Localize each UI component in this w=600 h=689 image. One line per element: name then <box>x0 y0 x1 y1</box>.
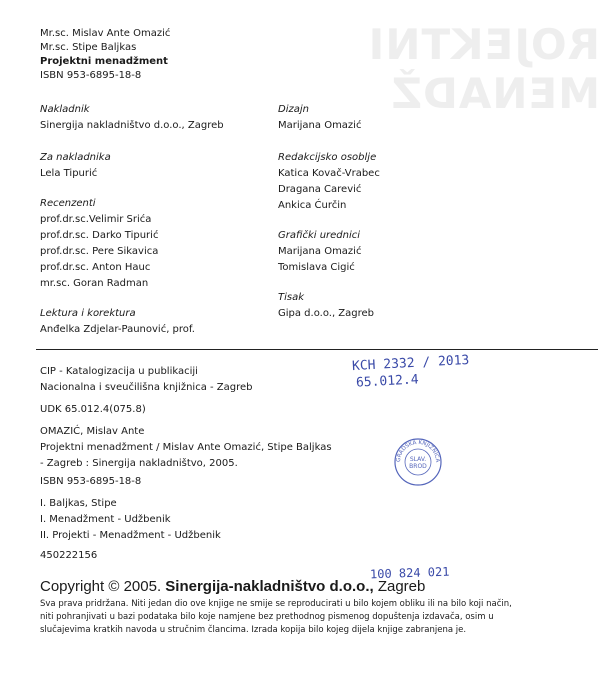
copyright-city: Zagreb <box>373 578 426 595</box>
design-label: Dizajn <box>278 104 309 115</box>
print-label: Tisak <box>278 292 305 303</box>
section-divider <box>36 349 598 350</box>
cip-description-1: Projektni menadžment / Mislav Ante Omazić, Stipe Baljkas <box>40 442 332 453</box>
cip-author: OMAZIĆ, Mislav Ante <box>40 426 145 437</box>
cip-number: 450222156 <box>40 550 98 561</box>
rights-line: niti pohranjivati u bazi podataka bilo koje namjene bez prethodnog pismenog dopuštenja izdavača, osim u <box>40 612 494 622</box>
stamp-center-line-2: BROD <box>409 463 427 470</box>
publisher-label: Nakladnik <box>40 104 90 115</box>
copyright-line <box>40 578 425 596</box>
reviewer: prof.dr.sc.Velimir Srića <box>40 214 152 225</box>
cip-line-1: CIP - Katalogizacija u publikaciji <box>40 366 198 377</box>
library-stamp <box>393 437 443 487</box>
reviewer: prof.dr.sc. Darko Tipurić <box>40 230 159 241</box>
editorial-member: Dragana Carević <box>278 184 362 195</box>
stamp-ring-text: GRADSKA KNJIŽNICA <box>395 439 441 463</box>
header-isbn: ISBN 953-6895-18-8 <box>40 70 142 81</box>
reviewer: mr.sc. Goran Radman <box>40 278 149 289</box>
cip-description-2: - Zagreb : Sinergija nakladništvo, 2005. <box>40 458 238 469</box>
cip-line-2: Nacionalna i sveučilišna knjižnica - Zagreb <box>40 382 253 393</box>
editorial-member: Katica Kovač-Vrabec <box>278 168 380 179</box>
book-title: Projektni menadžment <box>40 56 168 67</box>
rights-line: slučajevima kratkih navoda u stručnim člancima. Izrada kopija bilo kojeg dijela knjige zabranjena je. <box>40 625 467 635</box>
design: Marijana Omazić <box>278 120 362 131</box>
publisher: Sinergija nakladništvo d.o.o., Zagreb <box>40 120 224 131</box>
cip-subject: I. Baljkas, Stipe <box>40 498 117 509</box>
author-1: Mr.sc. Mislav Ante Omazić <box>40 28 171 39</box>
handwritten-inventory-number: 100 824 021 <box>369 564 450 582</box>
handwritten-classification: 65.012.4 <box>355 372 419 391</box>
graphic-editor: Tomislava Cigić <box>278 262 355 273</box>
proofreading: Anđelka Zdjelar-Paunović, prof. <box>40 324 195 335</box>
cip-udk: UDK 65.012.4(075.8) <box>40 404 146 415</box>
reviewer: prof.dr.sc. Anton Hauc <box>40 262 151 273</box>
cip-isbn: ISBN 953-6895-18-8 <box>40 476 142 487</box>
editorial-label: Redakcijsko osoblje <box>278 152 377 163</box>
reviewer: prof.dr.sc. Pere Sikavica <box>40 246 159 257</box>
graphic-editor: Marijana Omazić <box>278 246 362 257</box>
cip-subject: I. Menadžment - Udžbenik <box>40 514 171 525</box>
for-publisher: Lela Tipurić <box>40 168 98 179</box>
reviewers-label: Recenzenti <box>40 198 96 209</box>
rights-line: Sva prava pridržana. Niti jedan dio ove knjige ne smije se reproducirati u bilo kojem obliku ili na bilo koji način, <box>40 599 512 609</box>
graphic-label: Grafički urednici <box>278 230 361 241</box>
copyright-prefix: Copyright © 2005. <box>40 578 166 595</box>
proofreading-label: Lektura i korektura <box>40 308 136 319</box>
for-publisher-label: Za nakladnika <box>40 152 111 163</box>
stamp-center-line-1: SLAV. <box>409 456 427 463</box>
copyright-publisher: Sinergija-nakladništvo d.o.o., <box>165 578 374 595</box>
rights-notice <box>40 598 560 637</box>
handwritten-call-number: KCH 2332 / 2013 <box>351 352 470 375</box>
editorial-member: Ankica Ćurčin <box>278 200 347 211</box>
printer: Gipa d.o.o., Zagreb <box>278 308 375 319</box>
author-2: Mr.sc. Stipe Baljkas <box>40 42 137 53</box>
mirrored-title-bleed: ROJEKTNI MENADŽ <box>367 20 600 118</box>
cip-subject: II. Projekti - Menadžment - Udžbenik <box>40 530 221 541</box>
